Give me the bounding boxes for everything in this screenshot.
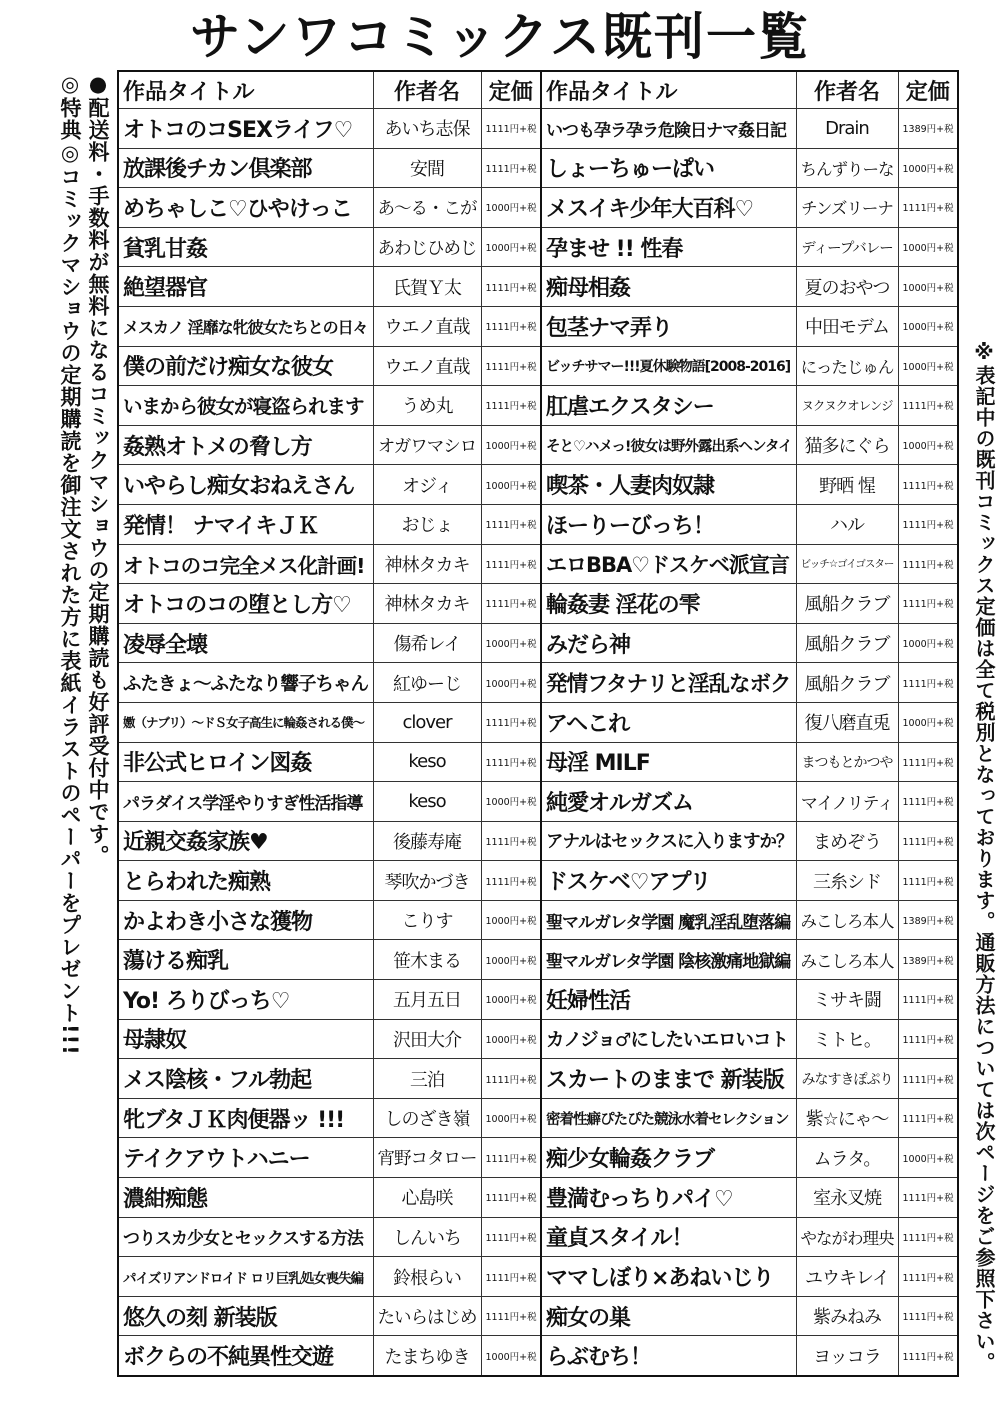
table-row bbox=[118, 109, 958, 149]
table-row bbox=[118, 1178, 958, 1218]
left-price-cell: 1000円+税 bbox=[481, 465, 541, 505]
left-author-cell: 沢田大介 bbox=[373, 1019, 481, 1059]
table-row bbox=[118, 1336, 958, 1376]
header-price-left: 定価 bbox=[481, 71, 541, 109]
left-author-cell: しんいち bbox=[373, 1217, 481, 1257]
right-price-cell: 1000円+税 bbox=[898, 306, 958, 346]
left-title-cell: オトコのコSEXライフ♡ bbox=[118, 109, 373, 149]
table-row bbox=[118, 782, 958, 822]
right-side-note bbox=[960, 340, 998, 1400]
header-author-right: 作者名 bbox=[796, 71, 898, 109]
right-title-cell: 童貞スタイル！ bbox=[541, 1217, 796, 1257]
table-row bbox=[118, 980, 958, 1020]
right-title-cell: しょーちゅーぱい bbox=[541, 148, 796, 188]
left-price-cell: 1111円+税 bbox=[481, 267, 541, 307]
left-author-cell: 安間 bbox=[373, 148, 481, 188]
right-title-cell: スカートのままで 新装版 bbox=[541, 1059, 796, 1099]
left-author-cell: 後藤寿庵 bbox=[373, 821, 481, 861]
right-author-cell: 紫みねみ bbox=[796, 1296, 898, 1336]
table-row bbox=[118, 425, 958, 465]
left-author-cell: オジィ bbox=[373, 465, 481, 505]
table-row bbox=[118, 1257, 958, 1297]
right-author-cell: 野晒 惺 bbox=[796, 465, 898, 505]
right-author-cell: 紫☆にゃ～ bbox=[796, 1098, 898, 1138]
right-title-cell: メスイキ少年大百科♡ bbox=[541, 188, 796, 228]
header-price-right: 定価 bbox=[898, 71, 958, 109]
left-price-cell: 1111円+税 bbox=[481, 1059, 541, 1099]
left-author-cell: 三泊 bbox=[373, 1059, 481, 1099]
right-title-cell: ドスケベ♡アプリ bbox=[541, 861, 796, 901]
left-price-cell: 1000円+税 bbox=[481, 1019, 541, 1059]
right-title-cell: らぶむち！ bbox=[541, 1336, 796, 1376]
right-title-cell: アナルはセックスに入りますか？ bbox=[541, 821, 796, 861]
left-author-cell: あいち志保 bbox=[373, 109, 481, 149]
left-title-cell: 悠久の刻 新装版 bbox=[118, 1296, 373, 1336]
left-price-cell: 1000円+税 bbox=[481, 940, 541, 980]
left-price-cell: 1111円+税 bbox=[481, 1296, 541, 1336]
table-row bbox=[118, 386, 958, 426]
right-title-cell: カノジョ♂にしたいエロいコト bbox=[541, 1019, 796, 1059]
table-header-row bbox=[118, 71, 958, 109]
right-title-cell: 痴女の巣 bbox=[541, 1296, 796, 1336]
left-title-cell: 牝ブタＪＫ肉便器ッ !!! bbox=[118, 1098, 373, 1138]
comics-list-table bbox=[117, 70, 959, 1377]
right-author-cell: ユウキレイ bbox=[796, 1257, 898, 1297]
right-title-cell: 痴少女輪姦クラブ bbox=[541, 1138, 796, 1178]
right-price-cell: 1111円+税 bbox=[898, 1098, 958, 1138]
right-price-cell: 1111円+税 bbox=[898, 861, 958, 901]
right-price-cell: 1000円+税 bbox=[898, 702, 958, 742]
table-row bbox=[118, 346, 958, 386]
right-title-cell: 密着性癖ぴたぴた競泳水着セレクション bbox=[541, 1098, 796, 1138]
left-title-cell: いやらし痴女おねえさん bbox=[118, 465, 373, 505]
left-title-cell: めちゃしこ♡ひやけっこ bbox=[118, 188, 373, 228]
left-price-cell: 1111円+税 bbox=[481, 1257, 541, 1297]
left-title-cell: つりスカ少女とセックスする方法 bbox=[118, 1217, 373, 1257]
right-author-cell: 猫多にぐら bbox=[796, 425, 898, 465]
table-row bbox=[118, 267, 958, 307]
right-title-cell: 包茎ナマ弄り bbox=[541, 306, 796, 346]
left-author-cell: 宵野コタロー bbox=[373, 1138, 481, 1178]
right-author-cell: ミサキ闘 bbox=[796, 980, 898, 1020]
right-author-cell: ミトヒ。 bbox=[796, 1019, 898, 1059]
right-author-cell: みこしろ本人 bbox=[796, 940, 898, 980]
right-author-cell: ハル bbox=[796, 504, 898, 544]
left-title-cell: オトコのコの堕とし方♡ bbox=[118, 584, 373, 624]
price-note-line1: ※表記中の既刊コミックス定価は全て税別となっております。 bbox=[972, 340, 996, 932]
right-price-cell: 1111円+税 bbox=[898, 821, 958, 861]
table-row bbox=[118, 821, 958, 861]
right-price-cell: 1111円+税 bbox=[898, 504, 958, 544]
table-row bbox=[118, 188, 958, 228]
right-author-cell: みこしろ本人 bbox=[796, 900, 898, 940]
right-price-cell: 1111円+税 bbox=[898, 584, 958, 624]
table-row bbox=[118, 227, 958, 267]
left-title-cell: 発情！ ナマイキＪＫ bbox=[118, 504, 373, 544]
left-author-cell: あ～る・こが bbox=[373, 188, 481, 228]
left-author-cell: 氏賀Ｙ太 bbox=[373, 267, 481, 307]
left-price-cell: 1111円+税 bbox=[481, 148, 541, 188]
right-author-cell: まめぞう bbox=[796, 821, 898, 861]
table-row bbox=[118, 702, 958, 742]
right-title-cell: アヘこれ bbox=[541, 702, 796, 742]
right-author-cell: やながわ理央 bbox=[796, 1217, 898, 1257]
right-author-cell: チンズリーナ bbox=[796, 188, 898, 228]
left-price-cell: 1111円+税 bbox=[481, 1178, 541, 1218]
table-row bbox=[118, 544, 958, 584]
left-author-cell: おじょ bbox=[373, 504, 481, 544]
right-author-cell: 夏のおやつ bbox=[796, 267, 898, 307]
right-author-cell: ヌクヌクオレンジ bbox=[796, 386, 898, 426]
right-price-cell: 1111円+税 bbox=[898, 188, 958, 228]
right-price-cell: 1111円+税 bbox=[898, 1019, 958, 1059]
left-title-cell: 姦熟オトメの脅し方 bbox=[118, 425, 373, 465]
table-row bbox=[118, 1059, 958, 1099]
table-row bbox=[118, 504, 958, 544]
table-row bbox=[118, 1138, 958, 1178]
left-author-cell: 紅ゆーじ bbox=[373, 663, 481, 703]
right-price-cell: 1000円+税 bbox=[898, 425, 958, 465]
left-author-cell: 五月五日 bbox=[373, 980, 481, 1020]
left-author-cell: ウエノ直哉 bbox=[373, 306, 481, 346]
right-title-cell: 痴母相姦 bbox=[541, 267, 796, 307]
right-title-cell: 純愛オルガズム bbox=[541, 782, 796, 822]
right-title-cell: 豊満むっちりパイ♡ bbox=[541, 1178, 796, 1218]
shipping-note: ●配送料・手数料が無料になるコミックマショウの定期購読も好評受付中です。 bbox=[86, 72, 110, 867]
right-title-cell: ママしぼり×あねいじり bbox=[541, 1257, 796, 1297]
right-price-cell: 1111円+税 bbox=[898, 386, 958, 426]
right-title-cell: 聖マルガレタ学園 陰核激痛地獄編 bbox=[541, 940, 796, 980]
left-author-cell: keso bbox=[373, 742, 481, 782]
right-price-cell: 1111円+税 bbox=[898, 1059, 958, 1099]
right-author-cell: ちんずりーな bbox=[796, 148, 898, 188]
right-price-cell: 1111円+税 bbox=[898, 1296, 958, 1336]
left-price-cell: 1000円+税 bbox=[481, 782, 541, 822]
left-author-cell: 琴吹かづき bbox=[373, 861, 481, 901]
left-title-cell: 非公式ヒロイン図姦 bbox=[118, 742, 373, 782]
left-title-cell: メスカノ 淫靡な牝彼女たちとの日々 bbox=[118, 306, 373, 346]
left-price-cell: 1000円+税 bbox=[481, 623, 541, 663]
right-author-cell: ディープバレー bbox=[796, 227, 898, 267]
left-title-cell: 嫐（ナブリ）～ドＳ女子高生に輪姦される僕～ bbox=[118, 702, 373, 742]
left-title-cell: 濃紺痴態 bbox=[118, 1178, 373, 1218]
right-title-cell: いつも孕ラ孕ラ危険日ナマ姦日記 bbox=[541, 109, 796, 149]
left-author-cell: あわじひめじ bbox=[373, 227, 481, 267]
left-price-cell: 1111円+税 bbox=[481, 1217, 541, 1257]
left-title-cell: ふたきょ～ふたなり響子ちゃん bbox=[118, 663, 373, 703]
left-price-cell: 1000円+税 bbox=[481, 663, 541, 703]
right-title-cell: 聖マルガレタ学園 魔乳淫乱堕落編 bbox=[541, 900, 796, 940]
table-row bbox=[118, 306, 958, 346]
right-price-cell: 1111円+税 bbox=[898, 782, 958, 822]
left-price-cell: 1000円+税 bbox=[481, 425, 541, 465]
right-author-cell: 中田モデム bbox=[796, 306, 898, 346]
left-author-cell: うめ丸 bbox=[373, 386, 481, 426]
table-row bbox=[118, 663, 958, 703]
left-price-cell: 1111円+税 bbox=[481, 1138, 541, 1178]
left-author-cell: ウエノ直哉 bbox=[373, 346, 481, 386]
right-price-cell: 1111円+税 bbox=[898, 663, 958, 703]
right-price-cell: 1000円+税 bbox=[898, 346, 958, 386]
left-author-cell: 傷希レイ bbox=[373, 623, 481, 663]
left-price-cell: 1111円+税 bbox=[481, 306, 541, 346]
left-price-cell: 1111円+税 bbox=[481, 742, 541, 782]
right-title-cell: 発情フタナリと淫乱なボク bbox=[541, 663, 796, 703]
right-author-cell: ムラタ。 bbox=[796, 1138, 898, 1178]
right-price-cell: 1111円+税 bbox=[898, 465, 958, 505]
right-title-cell: 妊婦性活 bbox=[541, 980, 796, 1020]
table-row bbox=[118, 623, 958, 663]
right-author-cell: みなすきぽぷり bbox=[796, 1059, 898, 1099]
right-author-cell: 風船クラブ bbox=[796, 623, 898, 663]
left-title-cell: オトコのコ完全メス化計画! bbox=[118, 544, 373, 584]
left-author-cell: たいらはじめ bbox=[373, 1296, 481, 1336]
left-title-cell: 近親交姦家族♥ bbox=[118, 821, 373, 861]
left-price-cell: 1111円+税 bbox=[481, 109, 541, 149]
right-author-cell: 三糸シド bbox=[796, 861, 898, 901]
right-title-cell: みだら神 bbox=[541, 623, 796, 663]
left-author-cell: 心島咲 bbox=[373, 1178, 481, 1218]
right-price-cell: 1111円+税 bbox=[898, 980, 958, 1020]
price-note-line2: 通販方法については次ページをご参照下さい。 bbox=[972, 932, 996, 1373]
right-title-cell: ビッチサマー!!!夏休験物語[2008-2016] bbox=[541, 346, 796, 386]
table-row bbox=[118, 940, 958, 980]
left-author-cell: 神林タカキ bbox=[373, 584, 481, 624]
table-row bbox=[118, 1019, 958, 1059]
left-price-cell: 1111円+税 bbox=[481, 544, 541, 584]
left-price-cell: 1111円+税 bbox=[481, 821, 541, 861]
right-price-cell: 1111円+税 bbox=[898, 1336, 958, 1376]
right-author-cell: ヨッコラ bbox=[796, 1336, 898, 1376]
right-title-cell: エロBBA♡ドスケベ派宣言 bbox=[541, 544, 796, 584]
right-author-cell: 室永叉焼 bbox=[796, 1178, 898, 1218]
header-title-left: 作品タイトル bbox=[118, 71, 373, 109]
left-price-cell: 1111円+税 bbox=[481, 504, 541, 544]
left-title-cell: パラダイス学淫やりすぎ性活指導 bbox=[118, 782, 373, 822]
left-price-cell: 1111円+税 bbox=[481, 861, 541, 901]
right-author-cell: 復八磨直兎 bbox=[796, 702, 898, 742]
table-row bbox=[118, 148, 958, 188]
left-author-cell: たまちゆき bbox=[373, 1336, 481, 1376]
right-price-cell: 1389円+税 bbox=[898, 900, 958, 940]
bonus-note: ◎特典◎コミックマショウの定期購読を御注文された方に表紙イラストのペーパーをプレゼント!!! bbox=[58, 72, 82, 1056]
left-title-cell: パイズリアンドロイド ロリ巨乳処女喪失編 bbox=[118, 1257, 373, 1297]
left-title-cell: いまから彼女が寝盗られます bbox=[118, 386, 373, 426]
header-author-left: 作者名 bbox=[373, 71, 481, 109]
right-price-cell: 1389円+税 bbox=[898, 109, 958, 149]
table-row bbox=[118, 1217, 958, 1257]
right-title-cell: 喫茶・人妻肉奴隷 bbox=[541, 465, 796, 505]
price-note bbox=[970, 340, 998, 1400]
left-price-cell: 1000円+税 bbox=[481, 980, 541, 1020]
right-author-cell: Drain bbox=[796, 109, 898, 149]
right-author-cell: 風船クラブ bbox=[796, 584, 898, 624]
table-row bbox=[118, 900, 958, 940]
left-title-cell: 放課後チカン倶楽部 bbox=[118, 148, 373, 188]
page-title: サンワコミックス既刊一覧 bbox=[190, 8, 810, 66]
left-price-cell: 1000円+税 bbox=[481, 1098, 541, 1138]
right-title-cell: 輪姦妻 淫花の雫 bbox=[541, 584, 796, 624]
left-price-cell: 1000円+税 bbox=[481, 227, 541, 267]
left-author-cell: keso bbox=[373, 782, 481, 822]
right-price-cell: 1000円+税 bbox=[898, 148, 958, 188]
left-title-cell: 凌辱全壊 bbox=[118, 623, 373, 663]
left-title-cell: とらわれた痴熟 bbox=[118, 861, 373, 901]
table-row bbox=[118, 1296, 958, 1336]
right-price-cell: 1111円+税 bbox=[898, 1257, 958, 1297]
left-title-cell: Yo! ろりびっち♡ bbox=[118, 980, 373, 1020]
right-author-cell: マイノリティ bbox=[796, 782, 898, 822]
right-price-cell: 1000円+税 bbox=[898, 227, 958, 267]
left-title-cell: ボクらの不純異性交遊 bbox=[118, 1336, 373, 1376]
left-price-cell: 1000円+税 bbox=[481, 188, 541, 228]
left-title-cell: メス陰核・フル勃起 bbox=[118, 1059, 373, 1099]
right-author-cell: ビッチ☆ゴイゴスター bbox=[796, 544, 898, 584]
left-author-cell: 笹木まる bbox=[373, 940, 481, 980]
left-title-cell: 僕の前だけ痴女な彼女 bbox=[118, 346, 373, 386]
right-price-cell: 1000円+税 bbox=[898, 1138, 958, 1178]
right-price-cell: 1111円+税 bbox=[898, 1217, 958, 1257]
right-title-cell: 孕ませ !! 性春 bbox=[541, 227, 796, 267]
left-title-cell: テイクアウトハニー bbox=[118, 1138, 373, 1178]
left-price-cell: 1000円+税 bbox=[481, 900, 541, 940]
left-author-cell: clover bbox=[373, 702, 481, 742]
table-row bbox=[118, 1098, 958, 1138]
left-price-cell: 1111円+税 bbox=[481, 702, 541, 742]
table-row bbox=[118, 584, 958, 624]
left-title-cell: 絶望器官 bbox=[118, 267, 373, 307]
right-title-cell: 肛虐エクスタシー bbox=[541, 386, 796, 426]
right-price-cell: 1000円+税 bbox=[898, 267, 958, 307]
left-title-cell: かよわき小さな獲物 bbox=[118, 900, 373, 940]
right-price-cell: 1111円+税 bbox=[898, 1178, 958, 1218]
table-row bbox=[118, 742, 958, 782]
left-title-cell: 蕩ける痴乳 bbox=[118, 940, 373, 980]
table-row bbox=[118, 861, 958, 901]
left-side-note bbox=[52, 72, 112, 1402]
left-author-cell: しのざき嶺 bbox=[373, 1098, 481, 1138]
right-author-cell: 風船クラブ bbox=[796, 663, 898, 703]
right-title-cell: 母淫 MILF bbox=[541, 742, 796, 782]
left-author-cell: こりす bbox=[373, 900, 481, 940]
left-title-cell: 貧乳甘姦 bbox=[118, 227, 373, 267]
left-title-cell: 母隷奴 bbox=[118, 1019, 373, 1059]
right-price-cell: 1111円+税 bbox=[898, 742, 958, 782]
right-title-cell: ほーりーびっち！ bbox=[541, 504, 796, 544]
left-price-cell: 1111円+税 bbox=[481, 386, 541, 426]
header-title-right: 作品タイトル bbox=[541, 71, 796, 109]
right-price-cell: 1389円+税 bbox=[898, 940, 958, 980]
right-price-cell: 1000円+税 bbox=[898, 623, 958, 663]
left-author-cell: 鈴根らい bbox=[373, 1257, 481, 1297]
right-author-cell: にったじゅん bbox=[796, 346, 898, 386]
right-author-cell: まつもとかつや bbox=[796, 742, 898, 782]
right-title-cell: そと♡ハメっ!彼女は野外露出系ヘンタイ bbox=[541, 425, 796, 465]
table-row bbox=[118, 465, 958, 505]
left-price-cell: 1000円+税 bbox=[481, 1336, 541, 1376]
left-author-cell: オガワマシロ bbox=[373, 425, 481, 465]
left-price-cell: 1111円+税 bbox=[481, 584, 541, 624]
right-price-cell: 1111円+税 bbox=[898, 544, 958, 584]
left-author-cell: 神林タカキ bbox=[373, 544, 481, 584]
left-price-cell: 1111円+税 bbox=[481, 346, 541, 386]
